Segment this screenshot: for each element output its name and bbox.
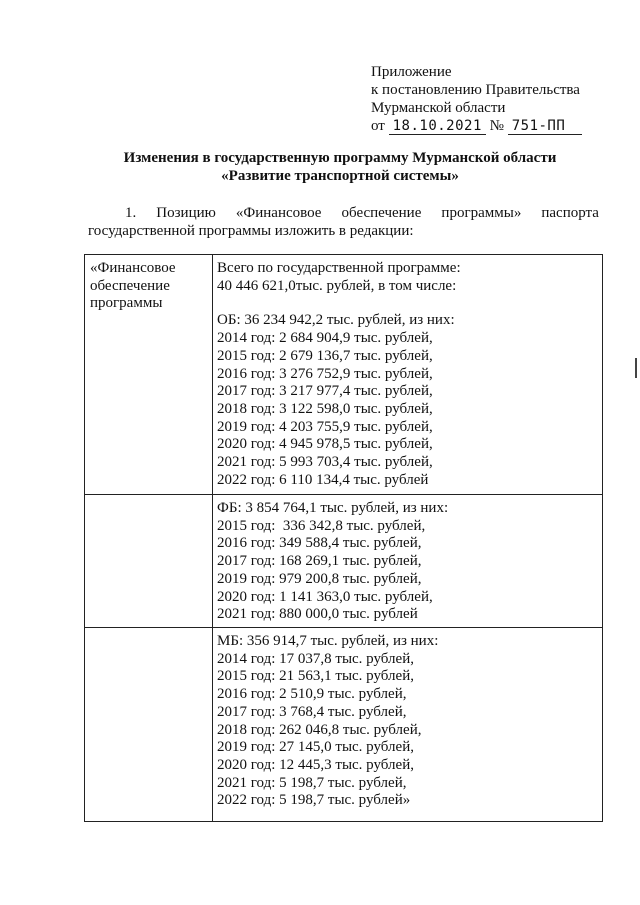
intro-word: 1. bbox=[125, 205, 137, 221]
ob-year-line: 2021 год: 5 993 703,4 тыс. рублей, bbox=[217, 454, 433, 471]
ob-block bbox=[217, 312, 598, 489]
decree-number: 751-ПП bbox=[508, 118, 582, 135]
appendix-block bbox=[371, 63, 582, 135]
fb-year-line: 2020 год: 1 141 363,0 тыс. рублей, bbox=[217, 588, 433, 605]
intro-line-2: государственной программы изложить в редакции: bbox=[88, 223, 414, 239]
position-label-line: программы bbox=[90, 295, 163, 312]
table-row bbox=[85, 628, 603, 822]
document-title bbox=[80, 149, 600, 185]
title-line-2: «Развитие транспортной системы» bbox=[221, 168, 459, 184]
ob-year-line: 2016 год: 3 276 752,9 тыс. рублей, bbox=[217, 365, 433, 382]
intro-word: паспорта bbox=[541, 205, 599, 221]
empty-label-cell bbox=[85, 628, 213, 822]
mb-year-line: 2014 год: 17 037,8 тыс. рублей, bbox=[217, 650, 414, 667]
mb-head: МБ: 356 914,7 тыс. рублей, из них: bbox=[217, 633, 439, 649]
mb-value-cell bbox=[213, 628, 603, 822]
mb-year-line: 2021 год: 5 198,7 тыс. рублей, bbox=[217, 774, 407, 791]
total-line: Всего по государственной программе: bbox=[217, 260, 461, 276]
title-line-1: Изменения в государственную программу Мурманской области bbox=[123, 150, 557, 166]
intro-word: программы» bbox=[441, 205, 522, 221]
fb-block bbox=[217, 500, 598, 624]
ob-year-line: 2020 год: 4 945 978,5 тыс. рублей, bbox=[217, 436, 433, 453]
fb-year-line: 2015 год: 336 342,8 тыс. рублей, bbox=[217, 517, 426, 534]
fb-year-line: 2021 год: 880 000,0 тыс. рублей bbox=[217, 606, 418, 623]
mb-year-line: 2022 год: 5 198,7 тыс. рублей» bbox=[217, 792, 411, 809]
table-row bbox=[85, 495, 603, 628]
fb-year-line: 2019 год: 979 200,8 тыс. рублей, bbox=[217, 570, 422, 587]
total-line: 40 446 621,0тыс. рублей, в том числе: bbox=[217, 277, 457, 294]
mb-year-line: 2016 год: 2 510,9 тыс. рублей, bbox=[217, 686, 407, 703]
financing-table bbox=[84, 254, 603, 822]
ob-year-line: 2022 год: 6 110 134,4 тыс. рублей bbox=[217, 471, 429, 488]
position-label-line: обеспечение bbox=[90, 277, 170, 294]
intro-paragraph bbox=[88, 204, 599, 240]
intro-line-1 bbox=[88, 204, 599, 222]
ob-year-line: 2014 год: 2 684 904,9 тыс. рублей, bbox=[217, 330, 433, 347]
decree-date-line bbox=[371, 117, 582, 135]
decree-date: 18.10.2021 bbox=[389, 118, 486, 135]
table-row bbox=[85, 255, 603, 495]
ob-year-line: 2017 год: 3 217 977,4 тыс. рублей, bbox=[217, 383, 433, 400]
appendix-line: к постановлению Правительства bbox=[371, 82, 580, 98]
mb-block bbox=[217, 633, 598, 810]
mb-year-line: 2015 год: 21 563,1 тыс. рублей, bbox=[217, 668, 414, 685]
mb-year-line: 2019 год: 27 145,0 тыс. рублей, bbox=[217, 739, 414, 756]
mb-year-line: 2018 год: 262 046,8 тыс. рублей, bbox=[217, 721, 422, 738]
intro-word: «Финансовое bbox=[235, 205, 322, 221]
fb-value-cell bbox=[213, 495, 603, 628]
ob-value-cell bbox=[213, 255, 603, 495]
fb-year-line: 2016 год: 349 588,4 тыс. рублей, bbox=[217, 535, 422, 552]
mb-year-line: 2020 год: 12 445,3 тыс. рублей, bbox=[217, 756, 414, 773]
ob-year-line: 2019 год: 4 203 755,9 тыс. рублей, bbox=[217, 418, 433, 435]
intro-word: Позицию bbox=[156, 205, 216, 221]
position-label-line: «Финансовое bbox=[90, 260, 176, 276]
position-label-cell bbox=[85, 255, 213, 495]
appendix-line: Приложение bbox=[371, 64, 452, 80]
ob-year-line: 2015 год: 2 679 136,7 тыс. рублей, bbox=[217, 347, 433, 364]
total-block bbox=[217, 260, 598, 295]
date-prefix: от bbox=[371, 118, 385, 134]
empty-label-cell bbox=[85, 495, 213, 628]
ob-head: ОБ: 36 234 942,2 тыс. рублей, из них: bbox=[217, 312, 455, 329]
scan-margin-mark bbox=[635, 358, 637, 378]
spacer bbox=[217, 295, 598, 312]
fb-year-line: 2017 год: 168 269,1 тыс. рублей, bbox=[217, 553, 422, 570]
intro-word: обеспечение bbox=[341, 205, 422, 221]
fb-head: ФБ: 3 854 764,1 тыс. рублей, из них: bbox=[217, 500, 449, 516]
ob-year-line: 2018 год: 3 122 598,0 тыс. рублей, bbox=[217, 400, 433, 417]
appendix-line: Мурманской области bbox=[371, 100, 506, 116]
number-sign: № bbox=[489, 118, 504, 134]
mb-year-line: 2017 год: 3 768,4 тыс. рублей, bbox=[217, 703, 407, 720]
